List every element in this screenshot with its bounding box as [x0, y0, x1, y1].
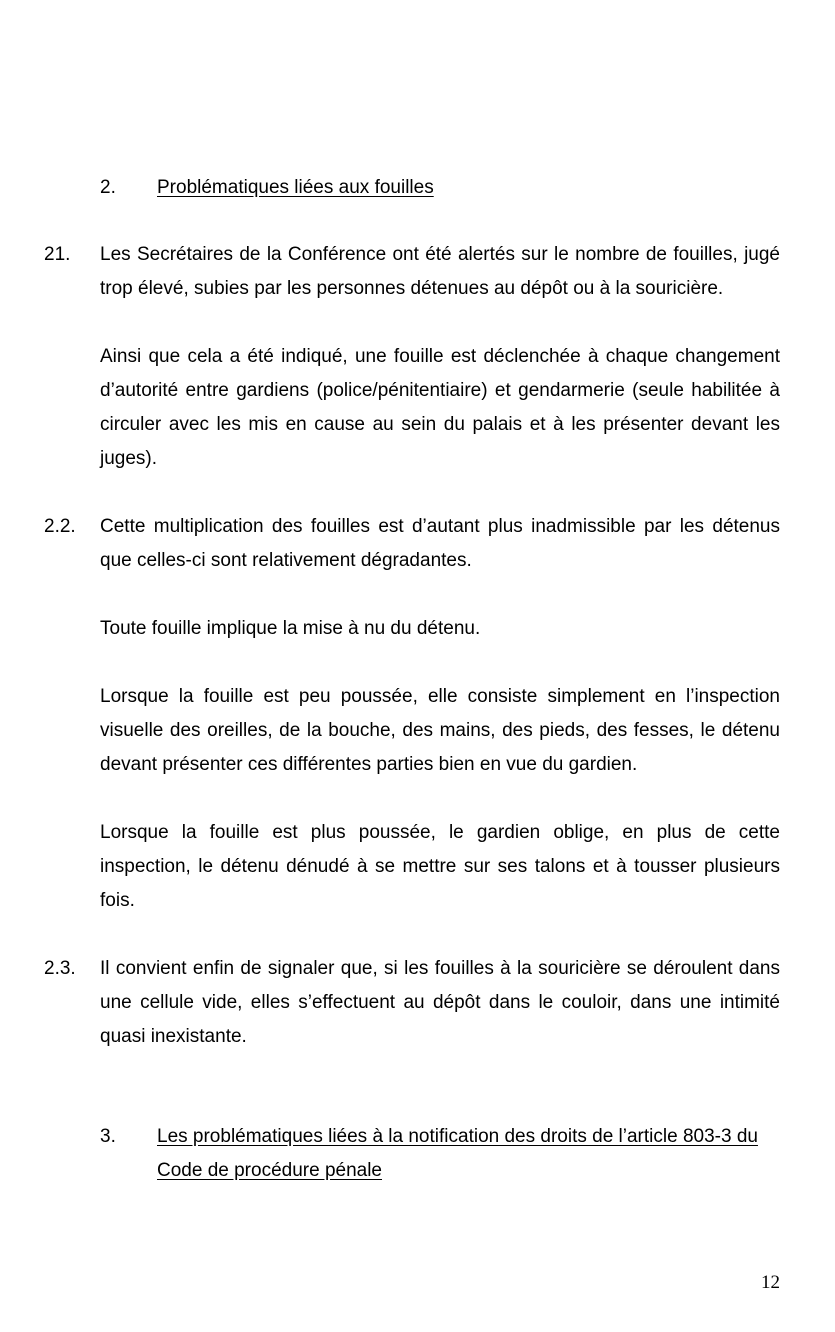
- paragraph-text: Toute fouille implique la mise à nu du détenu.: [100, 618, 481, 639]
- paragraph-text: Cette multiplication des fouilles est d’autant plus inadmissible par les détenus que celles-ci sont relativement dégradantes.: [100, 516, 780, 571]
- paragraph-2-2: [44, 510, 780, 578]
- paragraph-text: Il convient enfin de signaler que, si les fouilles à la souricière se déroulent dans une cellule vide, elles s’effectuent au dépôt dans le couloir, dans une intimité quasi inexistante.: [100, 958, 780, 1047]
- section-3-number: 3.: [100, 1126, 116, 1147]
- paragraph-number: [44, 816, 100, 918]
- paragraph-number: 2.3.: [44, 958, 76, 979]
- paragraph-21: [44, 238, 780, 306]
- paragraph-number: 21.: [44, 244, 71, 265]
- page-number: 12: [761, 1272, 780, 1293]
- paragraph-text: Ainsi que cela a été indiqué, une fouille est déclenchée à chaque changement d’autorité entre gardiens (police/pénitentiaire) et gendarmerie (seule habilitée à circuler avec les mis en cause au sein du palais et à les présenter devant les juges).: [100, 346, 780, 469]
- paragraph-fouille-plus-poussee: [44, 816, 780, 918]
- paragraph-text: Les Secrétaires de la Conférence ont été alertés sur le nombre de fouilles, jugé trop élevé, subies par les personnes détenues au dépôt ou à la souricière.: [100, 244, 780, 299]
- paragraph-toute-fouille: [44, 612, 780, 646]
- paragraph-number: [44, 680, 100, 782]
- paragraph-number: 2.2.: [44, 516, 76, 537]
- paragraph-text: Lorsque la fouille est peu poussée, elle consiste simplement en l’inspection visuelle des oreilles, de la bouche, des mains, des pieds, des fesses, le détenu devant présenter ces différentes parties bien en vue du gardien.: [100, 686, 780, 775]
- paragraph-number: [44, 340, 100, 476]
- paragraph-fouille-peu-poussee: [44, 680, 780, 782]
- section-3-title: Les problématiques liées à la notification des droits de l’article 803-3 du Code de procédure pénale: [157, 1126, 758, 1181]
- section-heading-3: [100, 1120, 780, 1188]
- section-2-number: 2.: [100, 177, 116, 198]
- paragraph-text: Lorsque la fouille est plus poussée, le gardien oblige, en plus de cette inspection, le détenu dénudé à se mettre sur ses talons et à tousser plusieurs fois.: [100, 822, 780, 911]
- section-heading-2: [100, 171, 780, 205]
- paragraph-number: [44, 612, 100, 646]
- paragraph-ainsi: [44, 340, 780, 476]
- paragraph-2-3: [44, 952, 780, 1054]
- section-2-title: Problématiques liées aux fouilles: [157, 177, 434, 198]
